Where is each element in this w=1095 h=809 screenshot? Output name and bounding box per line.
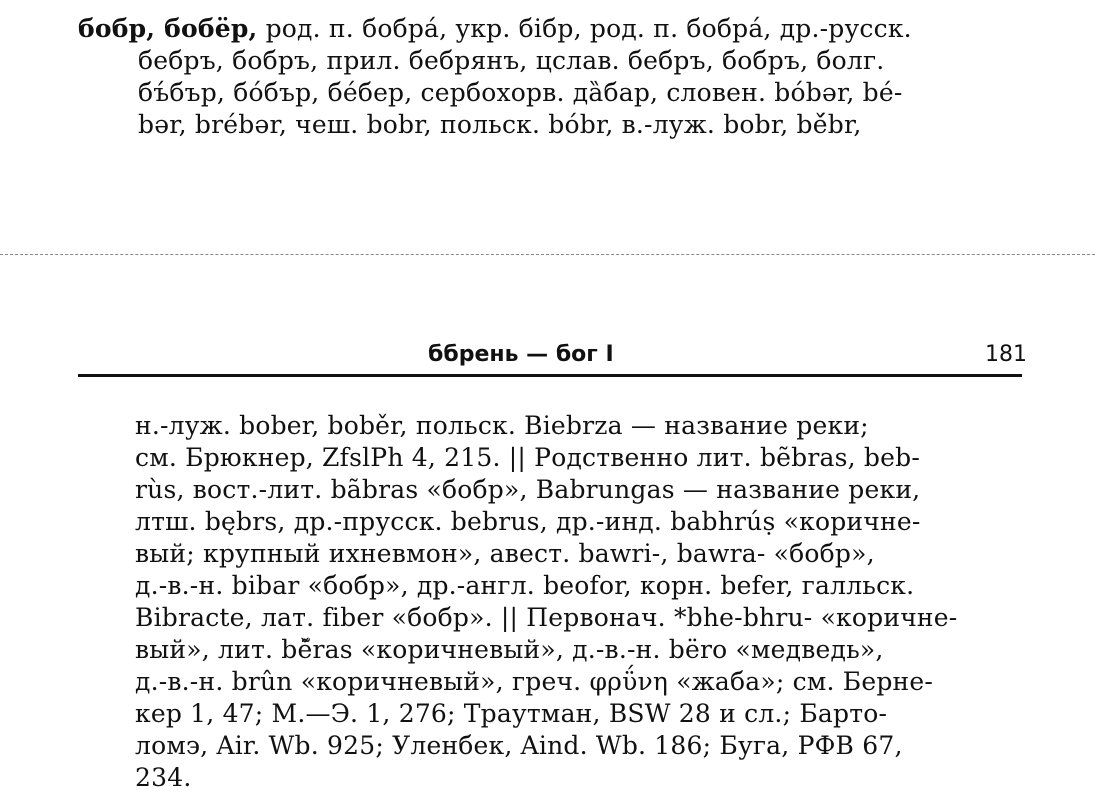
text-line: Bibracte, лат. fiber «бобр». || Первонач. *bhe-bhru- «коричне- — [135, 603, 958, 632]
text-line: лтш. bębrs, др.-прусск. bebrus, др.-инд. babhrúṣ «коричне- — [135, 507, 921, 536]
entry-line-1-rest: род. п. бобра́, укр. бібр, род. п. бобра́, др.-русск. — [257, 14, 912, 43]
text-line: ломэ, Air. Wb. 925; Уленбек, Aind. Wb. 186; Буга, РФВ 67, — [135, 731, 903, 760]
entry-line-2: бебръ, бобръ, прил. бебрянъ, цслав. бебръ, бобръ, болг. — [138, 46, 885, 75]
page-number: 181 — [985, 342, 1027, 367]
entry-line-4: bər, brébər, чеш. bobr, польск. bóbr, в.-луж. bobr, bě́br, — [138, 110, 862, 139]
entry-line-1 — [78, 14, 912, 44]
header-rule — [78, 374, 1022, 377]
page-header — [0, 340, 1095, 370]
text-line: rùs, вост.-лит. bãbras «бобр», Babrungas — название реки, — [135, 475, 921, 504]
running-head-title: ббрень — бог I — [428, 342, 614, 367]
text-line: кер 1, 47; М.—Э. 1, 276; Траутман, BSW 28 и сл.; Барто- — [135, 699, 888, 728]
entry-line-3: бъ́бър, бо́бър, бе́бер, сербохорв. да̏бар, словен. bóbər, bé- — [138, 78, 903, 107]
text-line: вый; крупный ихневмон», авест. bawri-, bawra- «бобр», — [135, 539, 875, 568]
text-line: д.-в.-н. bibar «бобр», др.-англ. beofor, корн. befer, галльск. — [135, 571, 915, 600]
text-line: н.-луж. bober, boběr, польск. Biebrza — название реки; — [135, 411, 869, 440]
entry-headword: бобр, бобёр, — [78, 14, 258, 43]
text-line: вый», лит. bě̃ras «коричневый», д.-в.-н. bëro «медведь», — [135, 635, 884, 664]
page-break-divider — [0, 254, 1095, 255]
text-line: 234. — [135, 763, 192, 792]
text-line: см. Брюкнер, ZfslPh 4, 215. || Родственно лит. bẽbras, beb- — [135, 443, 920, 472]
text-line: д.-в.-н. brûn «коричневый», греч. φρΰνη «жаба»; см. Берне- — [135, 667, 934, 696]
